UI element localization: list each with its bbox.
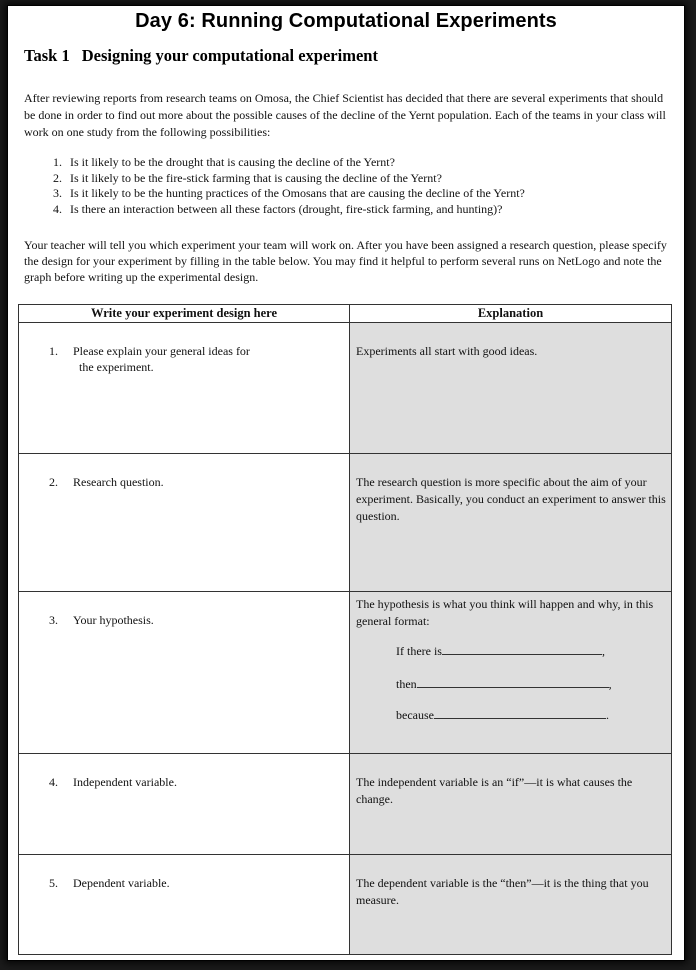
intro-paragraph: After reviewing reports from research teams on Omosa, the Chief Scientist has decided that there are several experiments that should be done in order to find out more about the possible causes of the decline of the Yernt population. Each of the teams in your class will work on one study from the following possibilities: <box>24 91 666 139</box>
step-text-wrap <box>73 343 293 375</box>
step-number: 4. <box>49 775 58 789</box>
step-text: Your hypothesis. <box>73 613 154 627</box>
list-item <box>24 186 672 202</box>
blank-line <box>434 706 606 719</box>
template-punctuation: , <box>608 677 612 691</box>
list-item-number: 4. <box>53 201 62 216</box>
table-row <box>19 592 672 754</box>
page-title: Day 6: Running Computational Experiments <box>135 10 557 32</box>
design-column-header: Write your experiment design here <box>19 305 350 323</box>
explanation-column-header: Explanation <box>350 305 672 323</box>
hypothesis-if-line <box>396 642 671 659</box>
explanation-cell <box>350 592 672 754</box>
explanation-text: The dependent variable is the “then”—it is the thing that you measure. <box>356 876 649 907</box>
table-row <box>19 454 672 592</box>
step-label <box>19 323 349 375</box>
list-item <box>24 155 672 171</box>
explanation-cell <box>350 454 672 592</box>
step-label <box>19 592 349 628</box>
design-cell-research-question[interactable] <box>19 454 350 592</box>
template-punctuation: , <box>601 644 605 658</box>
step-text: Please explain your general ideas for <box>73 344 250 358</box>
template-label: If there is <box>396 644 442 658</box>
step-label <box>19 754 349 790</box>
instructions-paragraph: Your teacher will tell you which experiment your team will work on. After you have been assigned a research question, please specify the design for your experiment by filling in the table below. You may find it helpful to perform several runs on NetLogo and note the graph before writing up the experimental design. <box>24 238 667 284</box>
task-title: Designing your computational experiment <box>81 46 378 65</box>
explanation-cell <box>350 323 672 454</box>
table-row <box>19 855 672 955</box>
step-text: Independent variable. <box>73 775 177 789</box>
list-item-text: Is it likely to be the hunting practices of the Omosans that are causing the decline of the Yernt? <box>70 186 525 200</box>
design-cell-hypothesis[interactable] <box>19 592 350 754</box>
design-cell-general-ideas[interactable] <box>19 323 350 454</box>
template-label: because <box>396 708 434 722</box>
experiment-design-table <box>18 304 672 955</box>
list-item-number: 2. <box>53 170 62 185</box>
design-cell-independent-variable[interactable] <box>19 754 350 855</box>
step-number: 1. <box>49 344 58 358</box>
explanation-text: The hypothesis is what you think will happen and why, in this general format: <box>356 597 654 628</box>
table-header-row <box>19 305 672 323</box>
list-item <box>24 202 672 218</box>
table-row <box>19 323 672 454</box>
task-heading <box>24 46 378 66</box>
explanation-text: The independent variable is an “if”—it is what causes the change. <box>356 775 633 806</box>
blank-line <box>417 675 609 688</box>
explanation-cell <box>350 754 672 855</box>
question-list <box>24 155 672 217</box>
list-item-text: Is it likely to be the drought that is causing the decline of the Yernt? <box>70 155 395 169</box>
explanation-text: The research question is more specific about the aim of your experiment. Basically, you conduct an experiment to answer this question. <box>356 475 666 523</box>
step-number: 5. <box>49 876 58 890</box>
blank-line <box>442 642 602 655</box>
list-item-number: 1. <box>53 155 62 169</box>
list-item <box>24 171 672 187</box>
template-punctuation: . <box>605 708 609 722</box>
list-item-text: Is it likely to be the fire-stick farming that is causing the decline of the Yernt? <box>70 170 442 185</box>
template-label: then <box>396 677 417 691</box>
design-cell-dependent-variable[interactable] <box>19 855 350 955</box>
step-text: Dependent variable. <box>73 876 170 890</box>
step-number: 2. <box>49 475 58 489</box>
worksheet-page <box>8 6 684 960</box>
list-item-number: 3. <box>53 186 62 200</box>
table-row <box>19 754 672 855</box>
task-number: Task 1 <box>24 46 70 65</box>
step-number: 3. <box>49 613 58 627</box>
explanation-text: Experiments all start with good ideas. <box>356 344 538 358</box>
explanation-cell <box>350 855 672 955</box>
step-text: Research question. <box>73 475 164 489</box>
hypothesis-then-line <box>396 675 671 692</box>
step-text-continued: the experiment. <box>79 360 154 374</box>
step-label <box>19 855 349 891</box>
step-label <box>19 454 349 490</box>
list-item-text: Is there an interaction between all these factors (drought, fire-stick farming, and hunting)? <box>70 201 503 216</box>
hypothesis-because-line <box>396 706 671 723</box>
